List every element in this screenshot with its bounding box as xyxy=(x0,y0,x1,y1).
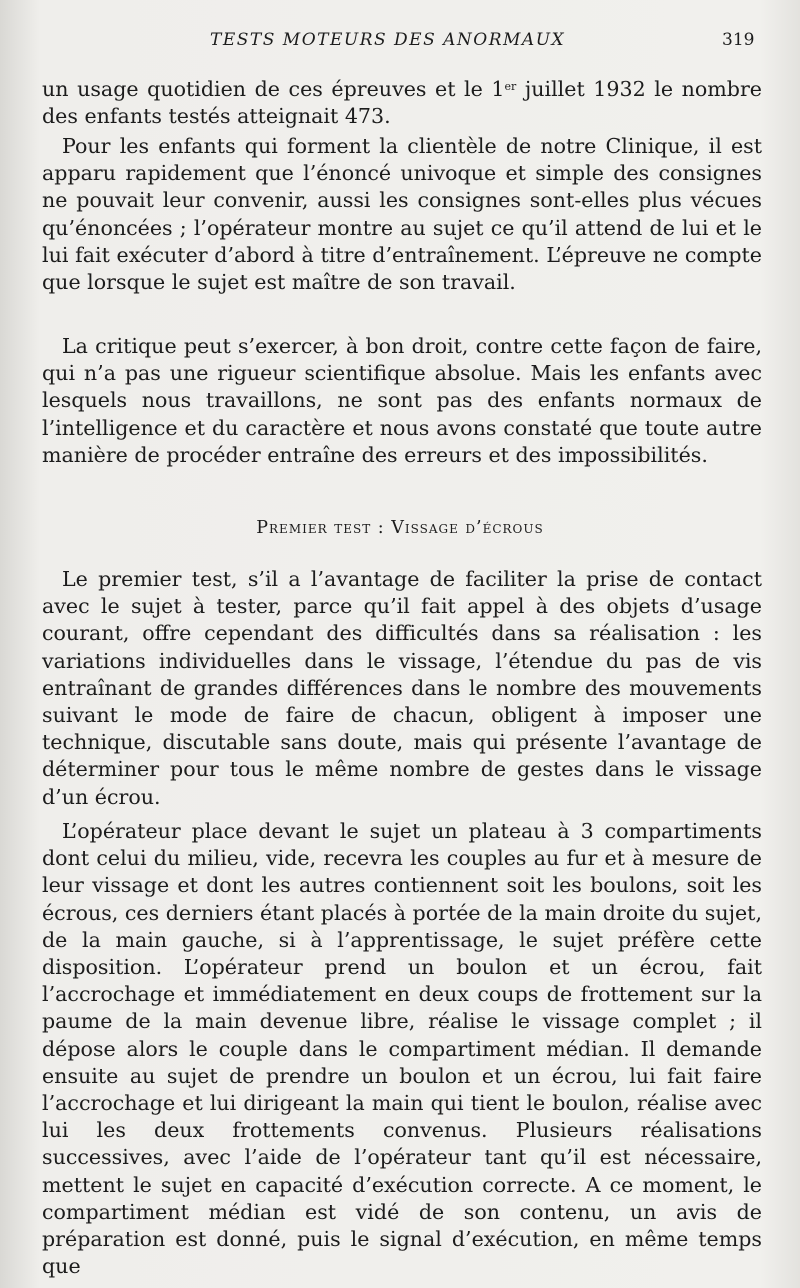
paragraph-critique xyxy=(42,333,762,469)
running-title: TESTS MOTEURS DES ANORMAUX xyxy=(210,30,566,50)
paragraph-continuation xyxy=(42,76,762,130)
ordinal-superscript: er xyxy=(504,80,517,93)
paragraph-text: juillet 1932 le nombre des enfants testés atteignait 473. xyxy=(42,77,762,129)
paragraph-text: L’opérateur place devant le sujet un plateau à 3 compartiments dont celui du milieu, vide, recevra les couples au fur et à mesure de leur vissage et dont les autres contiennent soit les boulons, soit les écrous, ces derniers étant placés à portée de la main droite du sujet, de la main gauche, si à l’apprentissage, le sujet préfère cette disposition. L’opérateur prend un boulon et un écrou, fait l’accrochage et immédiatement en deux coups de frottement sur la paume de la main devenue libre, réalise le vissage complet ; il dépose alors le couple dans le compartiment médian. Il demande ensuite au sujet de prendre un boulon et un écrou, lui fait faire l’accrochage et lui dirigeant la main qui tient le boulon, réalise avec lui les deux frottements convenus. Plusieurs réalisations successives, avec l’aide de l’opérateur tant qu’il est nécessaire, mettent le sujet en capacité d’exécution correcte. A ce moment, le compartiment médian est vidé de son contenu, un avis de préparation est donné, puis le signal d’exécution, en même temps que xyxy=(42,819,762,1279)
paragraph-text: un usage quotidien de ces épreuves et le 1 xyxy=(42,77,505,101)
section-heading xyxy=(0,518,800,538)
paragraph-procedure xyxy=(42,818,762,1280)
paragraph-text: Pour les enfants qui forment la clientèle de notre Clinique, il est apparu rapidement que l’énoncé univoque et simple des consignes ne pouvait leur convenir, aussi les consignes sont-elles plus vécues qu’énoncées ; l’opérateur montre au sujet ce qu’il attend de lui et le lui fait exécuter d’abord à titre d’entraînement. L’épreuve ne compte que lorsque le sujet est maître de son travail. xyxy=(42,134,762,295)
paragraph-clientele xyxy=(42,133,762,296)
paragraph-text: La critique peut s’exercer, à bon droit, contre cette façon de faire, qui n’a pas une rigueur scientifique absolue. Mais les enfants avec lesquels nous travaillons, ne sont pas des enfants normaux de l’intelligence et du caractère et nous avons constaté que toute autre manière de procéder entraîne des erreurs et des impossibilités. xyxy=(42,334,762,467)
page-header xyxy=(0,30,800,54)
page-number: 319 xyxy=(722,30,755,50)
paragraph-text: Le premier test, s’il a l’avantage de faciliter la prise de contact avec le sujet à tester, parce qu’il fait appel à des objets d’usage courant, offre cependant des difficultés dans sa réalisation : les variations individuelles dans le vissage, l’étendue du pas de vis entraînant de grandes différences dans le nombre des mouvements suivant le mode de faire de chacun, obligent à imposer une technique, discutable sans doute, mais qui présente l’avantage de déterminer pour tous le même nombre de gestes dans le vissage d’un écrou. xyxy=(42,567,762,809)
section-heading-text: Premier test : Vissage d’écrous xyxy=(256,518,544,538)
paragraph-first-test xyxy=(42,566,762,811)
